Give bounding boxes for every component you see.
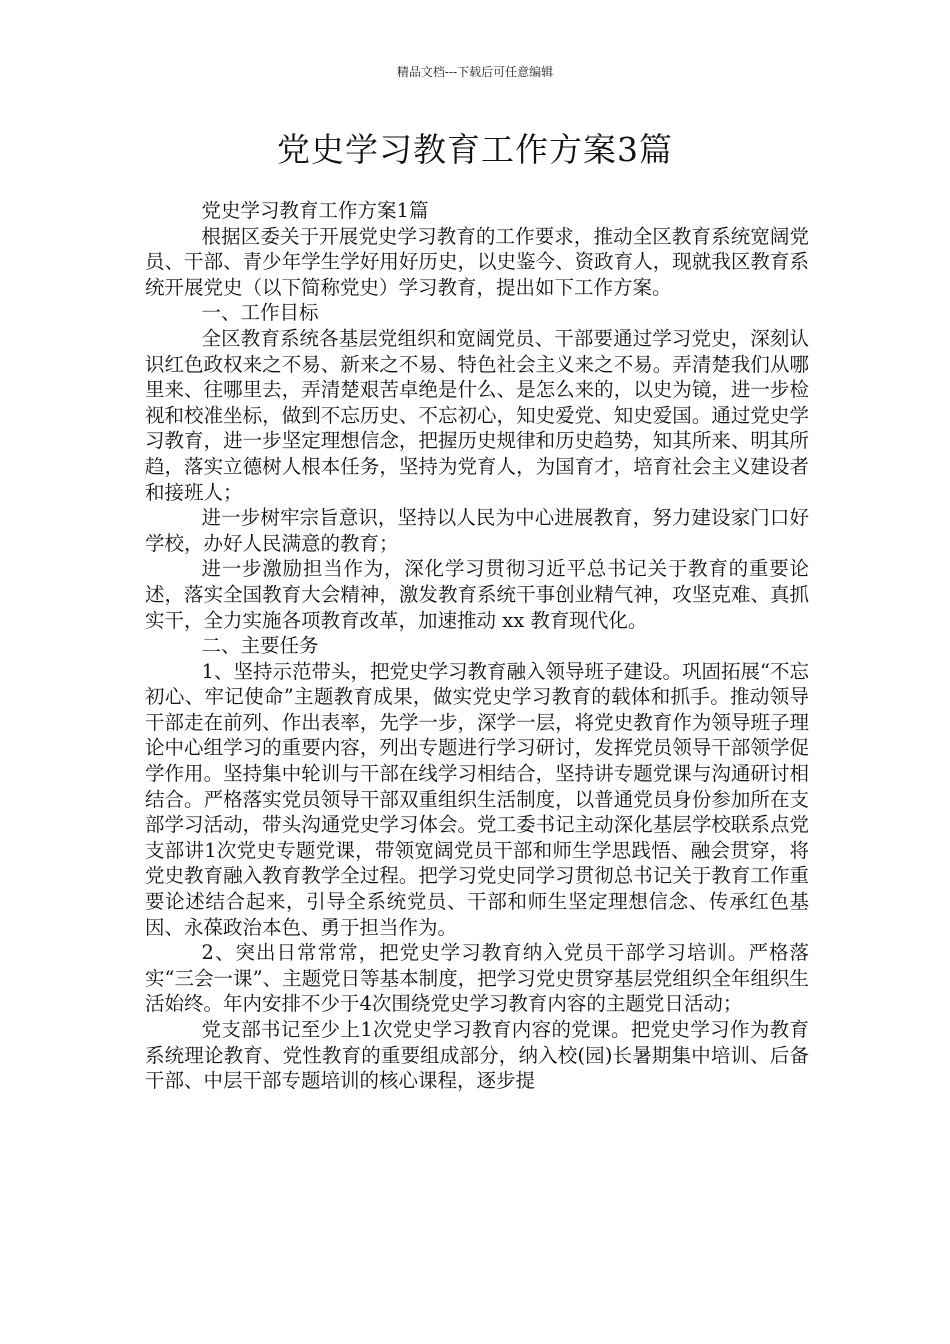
document-title: 党史学习教育工作方案3篇: [277, 130, 673, 169]
document-body: [145, 198, 809, 1094]
header-note: 精品文档---下载后可任意编辑: [396, 65, 554, 79]
section-heading: 一、工作目标: [201, 301, 319, 325]
paragraph: 进一步激励担当作为，深化学习贯彻习近平总书记关于教育的重要论述，落实全国教育大会精神，激发教育系统干事创业精气神，攻坚克难、真抓实干，全力实施各项教育改革，加速推动 xx 教育现代化。: [145, 557, 809, 632]
subtitle: 党史学习教育工作方案1篇: [201, 199, 429, 222]
paragraph: 进一步树牢宗旨意识，坚持以人民为中心进展教育，努力建设家门口好学校，办好人民满意的教育；: [145, 506, 809, 555]
section-heading: 二、主要任务: [201, 634, 319, 658]
paragraph: 2、突出日常常常，把党史学习教育纳入党员干部学习培训。严格落实“三会一课”、主题党日等基本制度，把学习党史贯穿基层党组织全年组织生活始终。年内安排不少于4次围绕党史学习教育内容的主题党日活动；: [145, 941, 809, 1016]
paragraph: 1、坚持示范带头，把党史学习教育融入领导班子建设。巩固拓展“不忘初心、牢记使命”主题教育成果，做实党史学习教育的载体和抓手。推动领导干部走在前列、作出表率，先学一步，深学一层，将党史教育作为领导班子理论中心组学习的重要内容，列出专题进行学习研讨，发挥党员领导干部领学促学作用。坚持集中轮训与干部在线学习相结合，坚持讲专题党课与沟通研讨相结合。严格落实党员领导干部双重组织生活制度，以普通党员身份参加所在支部学习活动，带头沟通党史学习体会。党工委书记主动深化基层学校联系点党支部讲1次党史专题党课，带领宽阔党员干部和师生学思践悟、融会贯穿，将党史教育融入教育教学全过程。把学习党史同学习贯彻总书记关于教育工作重要论述结合起来，引导全系统党员、干部和师生坚定理想信念、传承红色基因、永葆政治本色、勇于担当作为。: [145, 659, 809, 939]
paragraph: 根据区委关于开展党史学习教育的工作要求，推动全区教育系统宽阔党员、干部、青少年学生学好用好历史，以史鉴今、资政育人，现就我区教育系统开展党史（以下简称党史）学习教育，提出如下工作方案。: [145, 224, 809, 299]
paragraph: 全区教育系统各基层党组织和宽阔党员、干部要通过学习党史，深刻认识红色政权来之不易、新来之不易、特色社会主义来之不易。弄清楚我们从哪里来、往哪里去，弄清楚艰苦卓绝是什么、是怎么来的，以史为镜，进一步检视和校准坐标，做到不忘历史、不忘初心，知史爱党、知史爱国。通过党史学习教育，进一步坚定理想信念，把握历史规律和历史趋势，知其所来、明其所趋，落实立德树人根本任务，坚持为党育人，为国育才，培育社会主义建设者和接班人；: [145, 326, 809, 504]
paragraph: 党支部书记至少上1次党史学习教育内容的党课。把党史学习作为教育系统理论教育、党性教育的重要组成部分，纳入校(园)长暑期集中培训、后备干部、中层干部专题培训的核心课程，逐步提: [145, 1018, 809, 1093]
